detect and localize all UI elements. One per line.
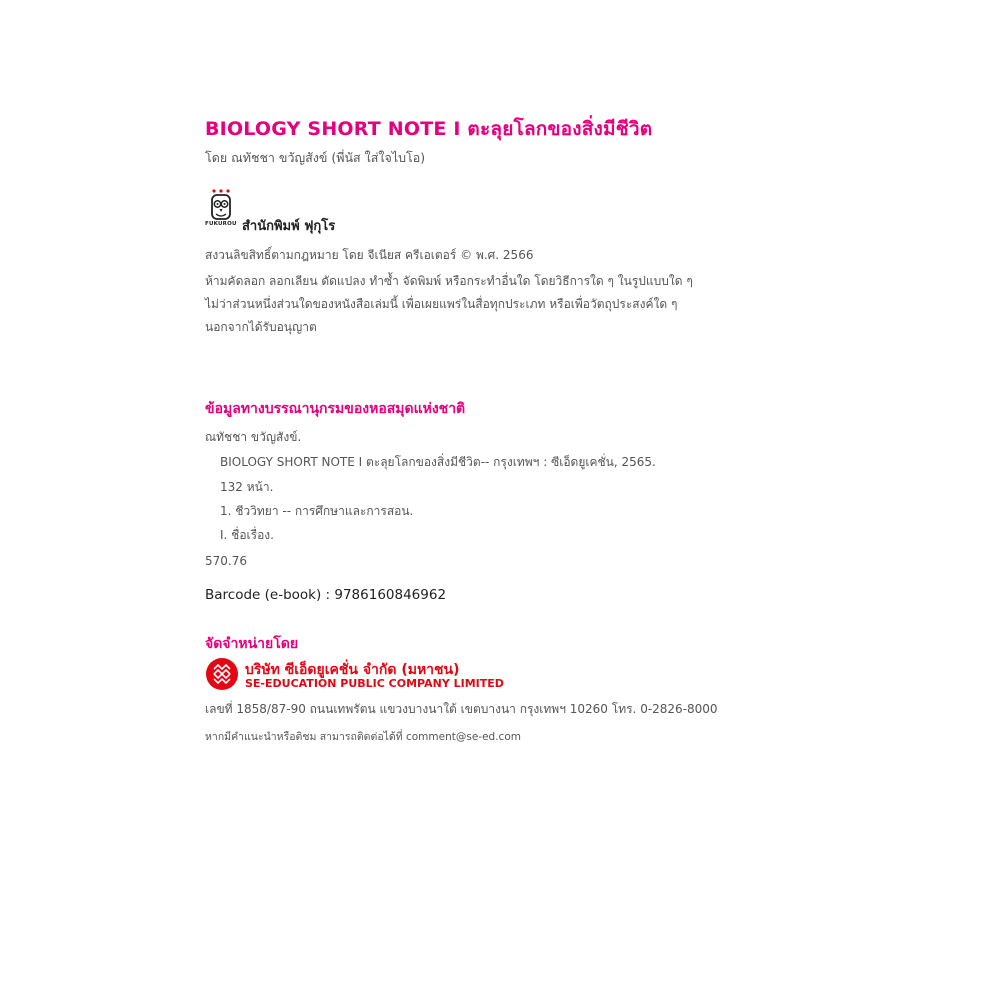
publisher-logo-text: FUKUROU [205, 221, 237, 227]
cip-title-entry: I. ชื่อเรื่อง. [220, 528, 274, 542]
distribution-heading: จัดจำหน่ายโดย [205, 636, 299, 652]
cip-pages: 132 หน้า. [220, 480, 274, 494]
cip-title-line: BIOLOGY SHORT NOTE I ตะลุยโลกของสิ่งมีชีวิต-- กรุงเทพฯ : ซีเอ็ดยูเคชั่น, 2565. [220, 455, 656, 469]
rights-paragraph [205, 270, 705, 339]
cip-subject: 1. ชีววิทยา -- การศึกษาและการสอน. [220, 504, 414, 518]
dewey-number: 570.76 [205, 554, 247, 568]
rights-line: ไม่ว่าส่วนหนึ่งส่วนใดของหนังสือเล่มนี้ เพื่อเผยแพร่ในสื่อทุกประเภท หรือเพื่อวัตถุประสงค์ใด ๆ [205, 297, 678, 311]
publisher-name: สำนักพิมพ์ ฟุกุโร [242, 219, 336, 234]
rights-line: ห้ามคัดลอก ลอกเลียน ดัดแปลง ทำซ้ำ จัดพิมพ์ หรือกระทำอื่นใด โดยวิธีการใด ๆ ในรูปแบบใด ๆ [205, 274, 693, 288]
barcode-line: Barcode (e-book) : 9786160846962 [205, 587, 447, 603]
company-name-english: SE-EDUCATION PUBLIC COMPANY LIMITED [245, 677, 504, 690]
company-address: เลขที่ 1858/87-90 ถนนเทพรัตน แขวงบางนาใต้ เขตบางนา กรุงเทพฯ 10260 โทร. 0-2826-8000 [205, 702, 718, 716]
rights-line: นอกจากได้รับอนุญาต [205, 320, 317, 334]
cip-author: ณทัชชา ขวัญสังข์. [205, 430, 302, 444]
author-line: โดย ณทัชชา ขวัญสังข์ (พี่นัส ใส่ใจไบโอ) [205, 150, 426, 165]
contact-line: หากมีคำแนะนำหรือติชม สามารถติดต่อได้ที่ comment@se-ed.com [205, 731, 521, 743]
owl-logo-icon [207, 188, 235, 230]
book-title: BIOLOGY SHORT NOTE I ตะลุยโลกของสิ่งมีชีวิต [205, 118, 653, 140]
cip-heading: ข้อมูลทางบรรณานุกรมของหอสมุดแห่งชาติ [205, 401, 466, 417]
se-ed-logo-icon [205, 657, 239, 691]
copyright-line: สงวนลิขสิทธิ์ตามกฎหมาย โดย จีเนียส ครีเอเตอร์ © พ.ศ. 2566 [205, 248, 534, 262]
company-name-thai: บริษัท ซีเอ็ดยูเคชั่น จำกัด (มหาชน) [245, 662, 460, 678]
